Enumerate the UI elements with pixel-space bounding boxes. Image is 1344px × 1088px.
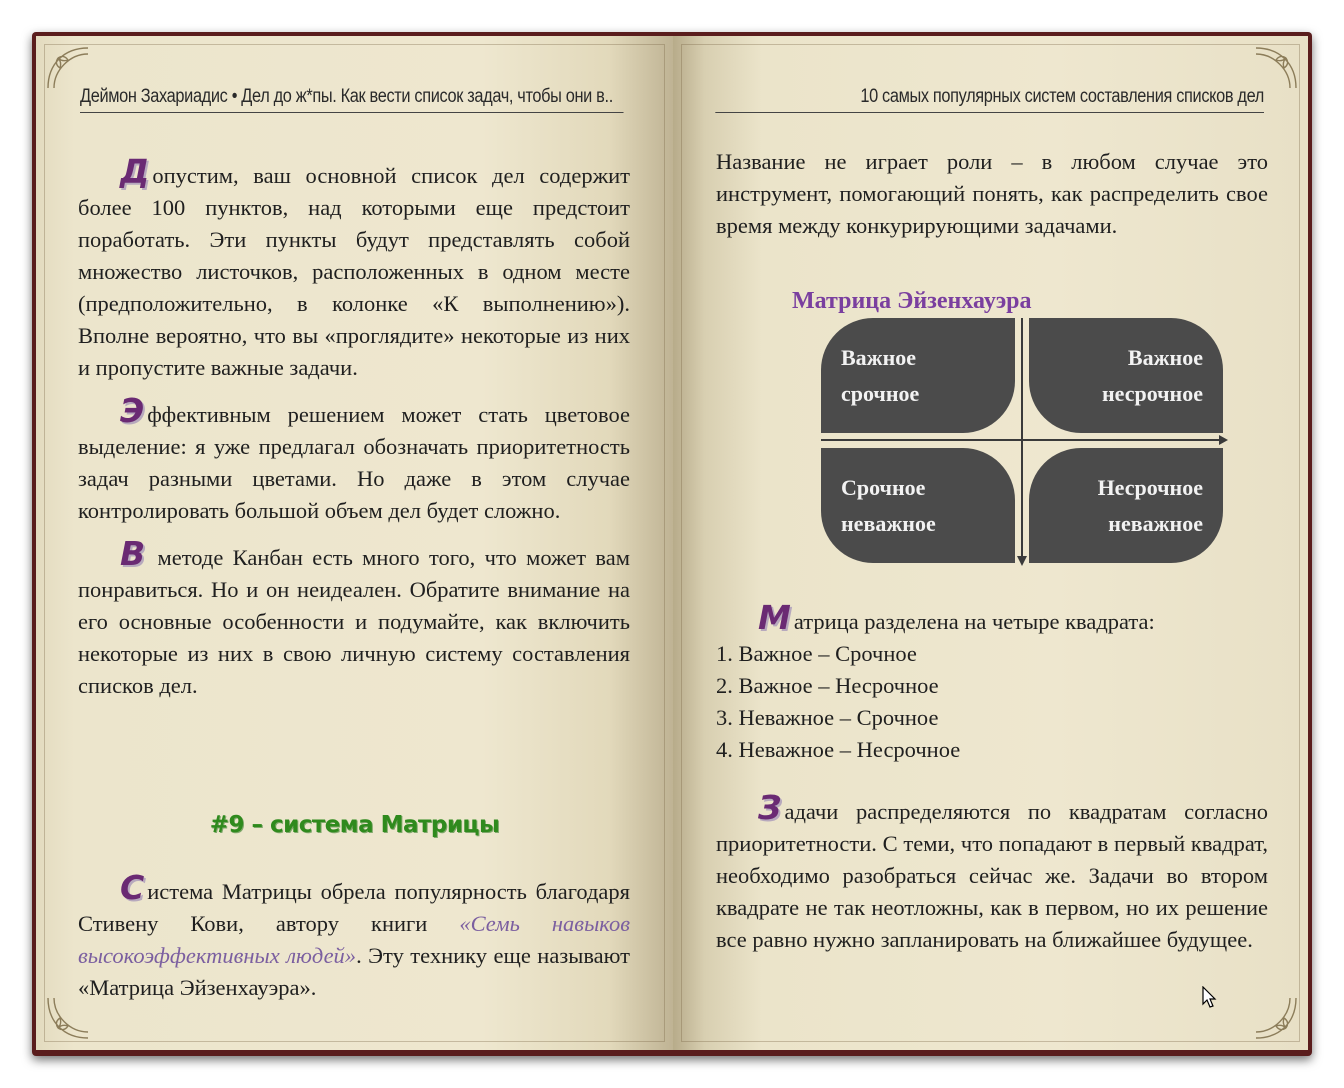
paragraph-text: атрица разделена на четыре квадрата: — [793, 609, 1155, 634]
paragraph-text: Название не играет роли – в любом случае это инструмент, помогающий понять, как распределить свое время между конкурирующими задачами. — [716, 149, 1268, 238]
paragraph-text: . Эту технику еще называют «Матрица Эйзенхауэра». — [78, 943, 630, 1000]
corner-ornament-icon — [1254, 996, 1298, 1040]
closing-block — [716, 788, 1268, 956]
arrow-right-icon — [1219, 435, 1228, 445]
quadrant-label: неважное — [841, 511, 936, 536]
paragraph-text: методе Канбан есть много того, что может вам понравиться. Но и он неидеален. Обратите внимание на его основные особенности и подумайте, как включить некоторые из них в свою личную систему составления списков дел. — [78, 545, 630, 698]
paragraph-text: адачи распределяются по квадратам согласно приоритетности. С теми, что попадают в первый квадрат, необходимо разобраться сейчас же. Задачи во втором квадрате не так неотложны, как в первом, но их решение все равно нужно запланировать на ближайшее будущее. — [716, 799, 1268, 952]
list-item: 1. Важное – Срочное — [716, 641, 917, 666]
paragraph — [78, 868, 630, 1004]
running-head-left — [80, 86, 624, 113]
drop-cap: С — [120, 868, 145, 907]
quadrant-label: срочное — [841, 381, 920, 406]
matrix-list-block — [716, 598, 1268, 766]
quadrant-label: Несрочное — [1097, 475, 1203, 500]
left-text-block — [78, 152, 630, 702]
book-title: Дел до ж*пы. Как вести список задач, чтобы они в.. — [241, 86, 613, 107]
quadrant-label: несрочное — [1102, 381, 1203, 406]
drop-cap: Э — [120, 391, 145, 430]
matrix-title: Матрица Эйзенхауэра — [792, 288, 1032, 314]
paragraph — [716, 598, 1268, 638]
arrow-down-icon — [1017, 556, 1027, 566]
paragraph-text: ффективным решением может стать цветовое выделение: я уже предлагал обозначать приоритетность задач разными цветами. Но даже в этом случае контролировать большой объем дел будет сложно. — [78, 402, 630, 523]
corner-ornament-icon — [46, 46, 90, 90]
eisenhower-matrix — [821, 318, 1231, 570]
paragraph — [716, 788, 1268, 956]
drop-cap: М — [758, 598, 791, 637]
running-head-right: 10 самых популярных систем составления списков дел — [715, 86, 1264, 113]
quadrant-list — [716, 638, 1268, 766]
book-reader — [32, 32, 1312, 1056]
drop-cap: З — [758, 788, 782, 827]
matrix-axes — [821, 318, 1231, 570]
right-intro — [716, 146, 1268, 242]
list-item: 2. Важное – Несрочное — [716, 673, 939, 698]
paragraph — [78, 391, 630, 527]
book-link[interactable]: «Семь навыков высокоэффективных людей» — [78, 911, 630, 968]
paragraph — [78, 152, 630, 384]
quadrant-label: Срочное — [841, 475, 926, 500]
drop-cap: Д — [120, 152, 150, 191]
drop-cap: В — [120, 534, 146, 573]
left-text-block-2 — [78, 868, 630, 1004]
corner-ornament-icon — [1254, 46, 1298, 90]
section-heading: #9 – система Матрицы — [209, 812, 500, 838]
head-separator: • — [231, 86, 238, 107]
paragraph-text: опустим, ваш основной список дел содержит более 100 пунктов, над которыми еще предстоит поработать. Эти пункты будут представлять собой множество листочков, расположенных в одном месте (предположительно, в колонке «К выполнению»). Вполне вероятно, что вы «проглядите» некоторые из них и пропустите важные задачи. — [78, 163, 630, 380]
book-author: Деймон Захариадис — [80, 86, 228, 107]
quadrant-label: Важное — [1127, 345, 1203, 370]
paragraph-text: истема Матрицы обрела популярность благодаря Стивену Кови, автору книги — [78, 879, 630, 936]
left-page[interactable] — [36, 36, 673, 1050]
quadrant-label: неважное — [1108, 511, 1203, 536]
paragraph — [78, 534, 630, 702]
quadrant-label: Важное — [841, 345, 917, 370]
list-item: 3. Неважное – Срочное — [716, 705, 939, 730]
mouse-pointer-icon — [1202, 986, 1218, 1010]
list-item: 4. Неважное – Несрочное — [716, 737, 961, 762]
right-page[interactable] — [673, 36, 1308, 1050]
